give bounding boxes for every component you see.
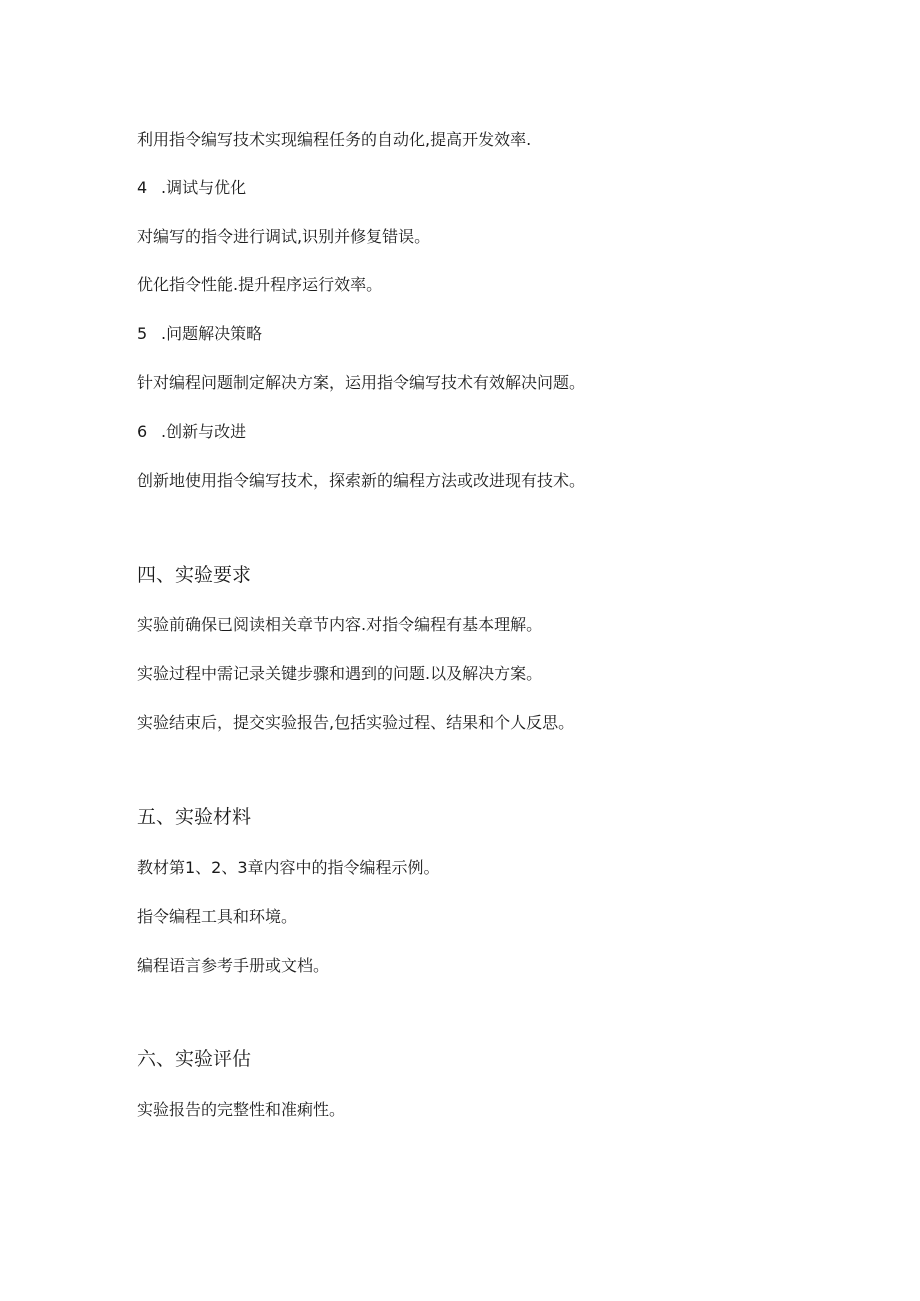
paragraph: 针对编程问题制定解决方案，运用指令编写技术有效解决问题。 — [137, 373, 586, 392]
subsection-title: .问题解决策略 — [161, 324, 263, 343]
paragraph: 实验过程中需记录关键步骤和遇到的问题.以及解决方案。 — [137, 664, 543, 683]
subsection-title: .创新与改进 — [161, 422, 247, 441]
paragraph: 对编写的指令进行调试,识别并修复错误。 — [137, 227, 431, 246]
subsection-heading-6 — [137, 421, 246, 443]
subsection-number: 6 — [137, 422, 148, 441]
subsection-number: 5 — [137, 324, 148, 343]
paragraph: 优化指令性能.提升程序运行效率。 — [137, 275, 383, 294]
paragraph: 实验前确保已阅读相关章节内容.对指令编程有基本理解。 — [137, 615, 543, 634]
subsection-heading-5 — [137, 323, 262, 345]
subsection-title: .调试与优化 — [161, 178, 247, 197]
subsection-heading-4 — [137, 177, 246, 199]
section-heading-5: 五、实验材料 — [137, 806, 252, 828]
paragraph: 实验报告的完整性和准痢性。 — [137, 1100, 346, 1119]
section-heading-4: 四、实验要求 — [137, 564, 252, 586]
paragraph: 实验结束后，提交实验报告,包括实验过程、结果和个人反思。 — [137, 713, 575, 732]
section-heading-6: 六、实验评估 — [137, 1048, 252, 1070]
paragraph: 教材第1、2、3章内容中的指令编程示例。 — [137, 858, 440, 877]
paragraph: 利用指令编写技术实现编程任务的自动化,提高开发效率. — [137, 130, 532, 149]
paragraph: 创新地使用指令编写技术，探索新的编程方法或改进现有技术。 — [137, 471, 586, 490]
subsection-number: 4 — [137, 178, 148, 197]
paragraph: 指令编程工具和环境。 — [137, 907, 298, 926]
paragraph: 编程语言参考手册或文档。 — [137, 956, 330, 975]
